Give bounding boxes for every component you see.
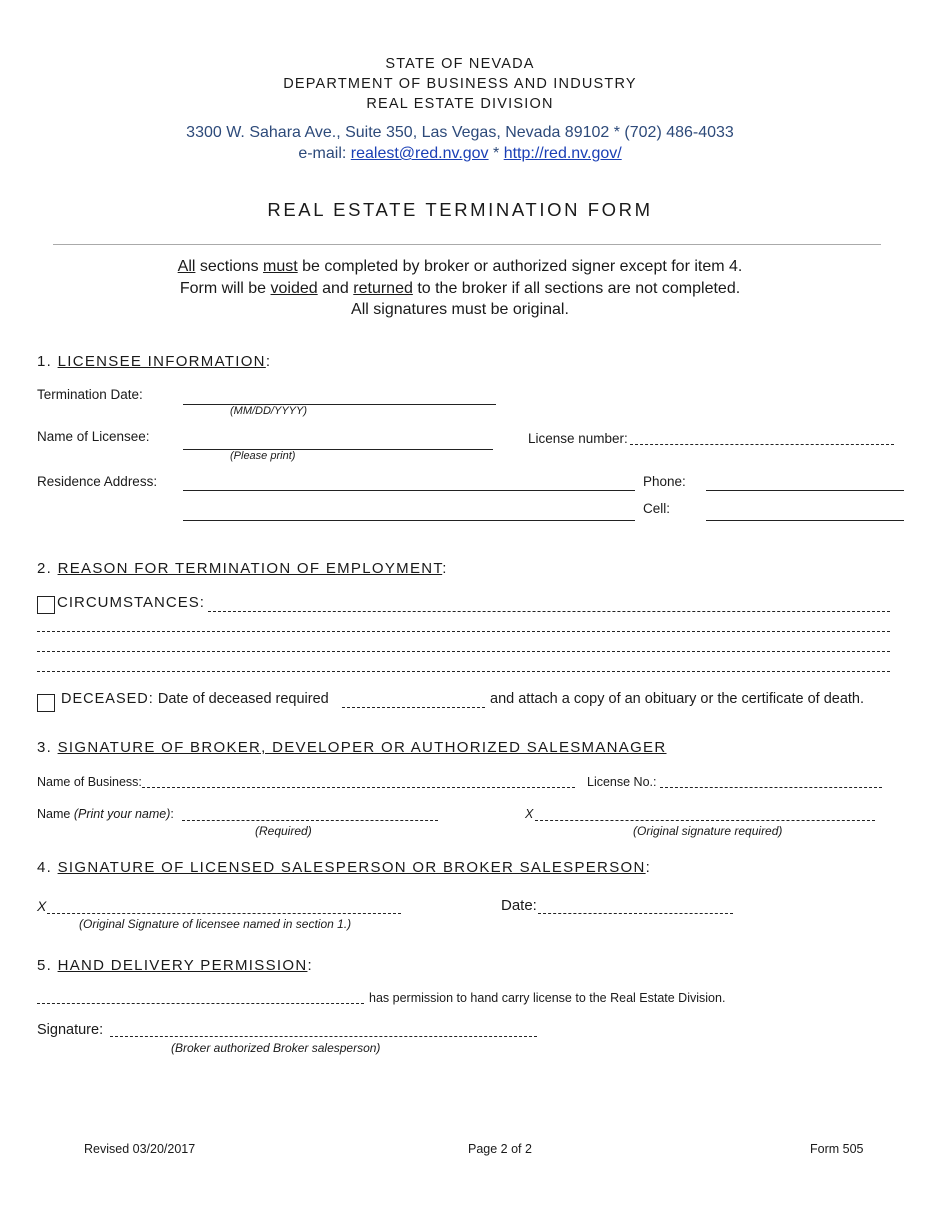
licensee-name-hint: (Please print) — [230, 450, 296, 462]
broker-name-field[interactable] — [182, 820, 438, 821]
circumstances-field-1[interactable] — [208, 611, 890, 612]
permission-text: has permission to hand carry license to the Real Estate Division. — [369, 991, 726, 1005]
termination-date-hint: (MM/DD/YYYY) — [230, 405, 307, 417]
license-number-field[interactable] — [630, 444, 894, 445]
deceased-row — [61, 691, 329, 707]
deceased-text-2: and attach a copy of an obituary or the certificate of death. — [490, 691, 865, 707]
residence-address-field-1[interactable] — [183, 490, 635, 491]
circumstances-label: CIRCUMSTANCES: — [57, 594, 205, 611]
license-number-label: License number: — [528, 431, 628, 446]
website-link[interactable]: http://red.nv.gov/ — [503, 145, 622, 162]
permission-name-field[interactable] — [37, 1003, 364, 1004]
licensee-signature-field[interactable] — [47, 913, 401, 914]
residence-address-label: Residence Address: — [37, 474, 158, 489]
residence-address-field-2[interactable] — [183, 520, 635, 521]
broker-name-hint: (Required) — [255, 824, 312, 838]
deceased-label: DECEASED: — [61, 691, 154, 707]
agency-contact — [0, 145, 920, 163]
page-title: REAL ESTATE TERMINATION FORM — [267, 199, 653, 220]
licensee-signature-x: X — [37, 898, 47, 914]
instruction-line-3: All signatures must be original. — [351, 301, 569, 318]
cell-label: Cell: — [643, 501, 671, 516]
licensee-name-label: Name of Licensee: — [37, 429, 150, 444]
agency-department: DEPARTMENT OF BUSINESS AND INDUSTRY — [283, 76, 637, 92]
permission-signature-hint: (Broker authorized Broker salesperson) — [171, 1041, 381, 1055]
revised-date: Revised 03/20/2017 — [84, 1142, 196, 1156]
licensee-signature-hint: (Original Signature of licensee named in section 1.) — [79, 917, 352, 931]
email-label: e-mail: — [298, 145, 351, 162]
broker-name-label: Name (Print your name): — [37, 807, 174, 821]
permission-signature-field[interactable] — [110, 1036, 537, 1037]
phone-field[interactable] — [706, 490, 904, 491]
circumstances-checkbox[interactable] — [37, 596, 55, 614]
licensee-date-label: Date: — [501, 897, 537, 914]
broker-license-label: License No.: — [587, 775, 657, 789]
section-1-heading: 1. LICENSEE INFORMATION: — [37, 353, 272, 370]
page-number: Page 2 of 2 — [468, 1142, 532, 1156]
circumstances-field-4[interactable] — [37, 671, 890, 672]
circumstances-field-2[interactable] — [37, 631, 890, 632]
form-number: Form 505 — [810, 1142, 864, 1156]
deceased-text-1: Date of deceased required — [157, 691, 329, 707]
section-4-heading: 4. SIGNATURE OF LICENSED SALESPERSON OR BROKER SALESPERSON: — [37, 859, 652, 876]
email-link[interactable]: realest@red.nv.gov — [350, 145, 489, 162]
broker-signature-x: X — [525, 807, 534, 821]
deceased-checkbox[interactable] — [37, 694, 55, 712]
termination-date-label: Termination Date: — [37, 387, 143, 402]
section-5-heading: 5. HAND DELIVERY PERMISSION: — [37, 957, 313, 974]
business-name-field[interactable] — [142, 787, 575, 788]
phone-label: Phone: — [643, 474, 686, 489]
deceased-date-field[interactable] — [342, 707, 485, 708]
broker-license-field[interactable] — [660, 787, 882, 788]
broker-signature-field[interactable] — [535, 820, 875, 821]
broker-signature-hint: (Original signature required) — [633, 824, 783, 838]
title-divider — [53, 244, 881, 245]
contact-separator: * — [488, 145, 504, 162]
instruction-line-2: Form will be voided and returned to the broker if all sections are not completed. — [179, 280, 741, 297]
section-3-heading: 3. SIGNATURE OF BROKER, DEVELOPER OR AUTHORIZED SALESMANAGER — [37, 739, 667, 756]
circumstances-field-3[interactable] — [37, 651, 890, 652]
licensee-date-field[interactable] — [538, 913, 733, 914]
cell-field[interactable] — [706, 520, 904, 521]
business-name-label: Name of Business: — [37, 775, 142, 789]
agency-division: REAL ESTATE DIVISION — [366, 96, 554, 112]
section-2-heading: 2. REASON FOR TERMINATION OF EMPLOYMENT: — [37, 560, 448, 577]
agency-state: STATE OF NEVADA — [385, 56, 535, 72]
agency-address: 3300 W. Sahara Ave., Suite 350, Las Vegas, Nevada 89102 * (702) 486-4033 — [186, 124, 734, 141]
permission-signature-label: Signature: — [37, 1022, 104, 1038]
instruction-line-1: All sections must be completed by broker or authorized signer except for item 4. — [177, 258, 743, 275]
